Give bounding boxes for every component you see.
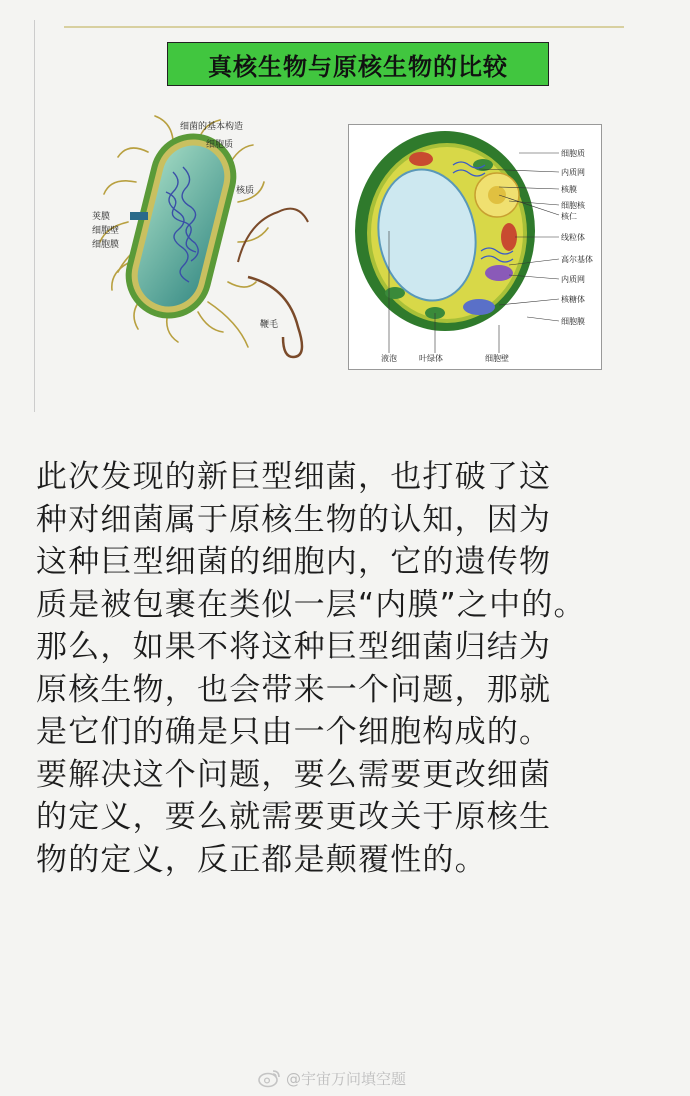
watermark-text: @宇宙万问填空题 [286, 1069, 407, 1088]
label-basic-structure: 细菌的基本构造 [180, 122, 244, 132]
label-cytoplasm: 细胞质 [206, 140, 234, 150]
figure-title: 真核生物与原核生物的比较 [167, 42, 549, 86]
weibo-logo-icon [258, 1068, 282, 1088]
article-line: 此次发现的新巨型细菌，也打破了这 [36, 459, 552, 495]
label-capsule: 荚膜 [92, 212, 111, 222]
label-euk-nuclear-membrane: 核膜 [561, 185, 577, 194]
article-line: 种对细菌属于原核生物的认知，因为 [36, 501, 552, 538]
article-line: 的定义，要么就需要更改关于原核生 [36, 799, 552, 835]
label-cell-membrane: 细胞膜 [92, 240, 120, 250]
article-line: 物的定义，反正都是颠覆性的。 [36, 841, 487, 878]
bacterium-diagram [88, 112, 320, 360]
article-paragraph [36, 456, 660, 881]
label-euk-chloroplast: 叶绿体 [419, 354, 443, 363]
article-line: 是它们的确是只由一个细胞构成的。 [36, 714, 552, 750]
label-euk-cytoplasm: 细胞质 [561, 149, 585, 158]
article-line: 这种巨型细菌的细胞内，它的遗传物 [36, 544, 552, 580]
label-euk-nucleolus: 核仁 [561, 212, 577, 221]
label-cell-wall: 细胞壁 [92, 226, 120, 236]
bacterium-illustration [88, 112, 320, 360]
label-euk-mitochondria: 线粒体 [561, 233, 585, 242]
label-euk-er-top: 内质网 [561, 168, 585, 177]
label-euk-nucleus: 细胞核 [561, 201, 585, 210]
article-line: 要解决这个问题，要么需要更改细菌 [36, 756, 552, 793]
label-euk-golgi: 高尔基体 [561, 255, 593, 264]
label-euk-vacuole: 液泡 [381, 354, 397, 363]
plant-cell-illustration [349, 125, 601, 369]
label-flagellum: 鞭毛 [260, 320, 279, 330]
label-euk-cell-membrane: 细胞膜 [561, 317, 585, 326]
plant-cell-diagram [348, 124, 602, 370]
article-line: 质是被包裹在类似一层“内膜”之中的。 [36, 586, 586, 623]
label-euk-ribosome: 核糖体 [561, 295, 585, 304]
label-nucleoid: 核质 [236, 186, 255, 196]
article-line: 那么，如果不将这种巨型细菌归结为 [36, 629, 552, 665]
top-rule [64, 26, 624, 28]
label-euk-er-mid: 内质网 [561, 275, 585, 284]
label-euk-cell-wall: 细胞壁 [485, 354, 509, 363]
article-line: 原核生物，也会带来一个问题，那就 [36, 671, 552, 708]
watermark [258, 1066, 406, 1090]
